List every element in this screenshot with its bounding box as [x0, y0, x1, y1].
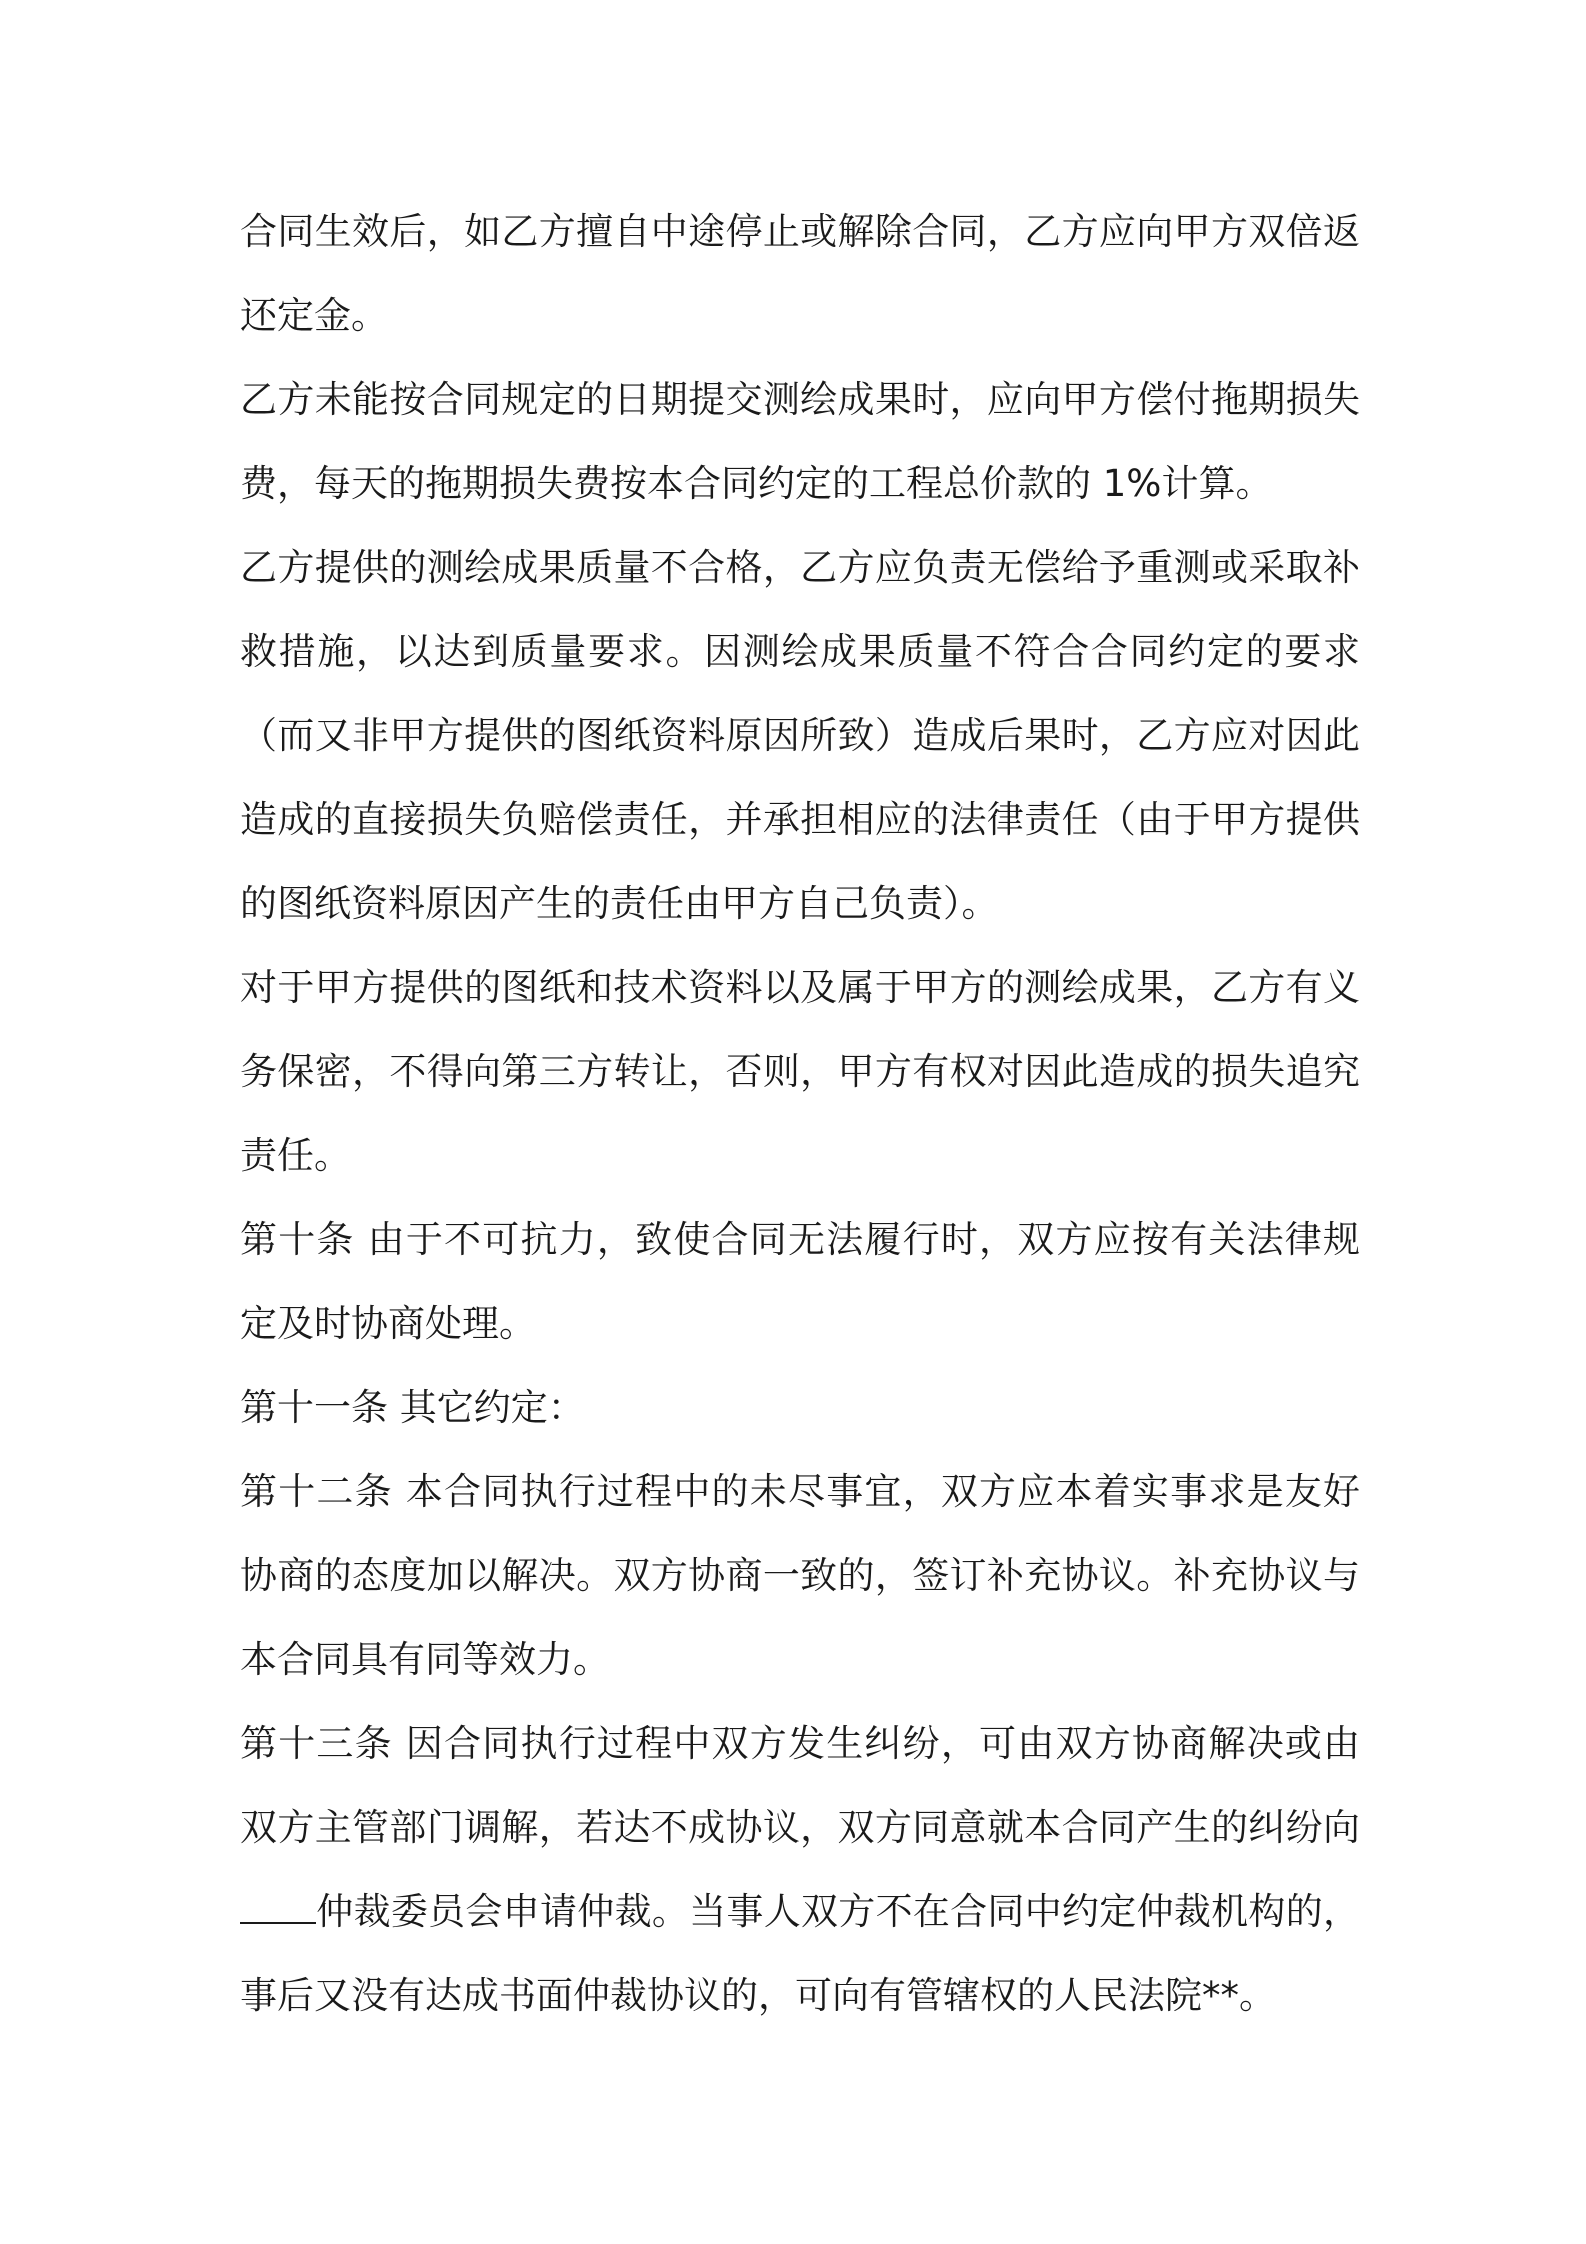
paragraph-article-11: 第十一条 其它约定： [240, 1386, 585, 1429]
paragraph-article-13 [240, 1702, 1360, 2038]
paragraph-quality-liability: 乙方提供的测绘成果质量不合格，乙方应负责无偿给予重测或采取补救措施，以达到质量要求。因测绘成果质量不符合合同约定的要求（而又非甲方提供的图纸资料原因所致）造成后果时，乙方应对因此造成的直接损失负赔偿责任，并承担相应的法律责任（由于甲方提供的图纸资料原因产生的责任由甲方自己负责）。 [240, 546, 1360, 925]
article-13-text-after-blank: 仲裁委员会申请仲裁。当事人双方不在合同中约定仲裁机构的，事后又没有达成书面仲裁协议的，可向有管辖权的人民法院**。 [240, 1890, 1360, 2017]
paragraph-deposit-refund: 合同生效后，如乙方擅自中途停止或解除合同，乙方应向甲方双倍返还定金。 [240, 210, 1360, 337]
paragraph-article-12: 第十二条 本合同执行过程中的未尽事宜，双方应本着实事求是友好协商的态度加以解决。双方协商一致的，签订补充协议。补充协议与本合同具有同等效力。 [240, 1470, 1360, 1681]
paragraph-article-10: 第十条 由于不可抗力，致使合同无法履行时，双方应按有关法律规定及时协商处理。 [240, 1218, 1360, 1345]
document-body [240, 190, 1360, 2038]
arbitration-blank-line [240, 1888, 316, 1924]
paragraph-delay-penalty: 乙方未能按合同规定的日期提交测绘成果时，应向甲方偿付拖期损失费，每天的拖期损失费按本合同约定的工程总价款的 1%计算。 [240, 378, 1360, 505]
article-13-text-before-blank: 第十三条 因合同执行过程中双方发生纠纷，可由双方协商解决或由双方主管部门调解，若达不成协议，双方同意就本合同产生的纠纷向 [240, 1722, 1360, 1849]
paragraph-confidentiality: 对于甲方提供的图纸和技术资料以及属于甲方的测绘成果，乙方有义务保密，不得向第三方转让，否则，甲方有权对因此造成的损失追究责任。 [240, 966, 1360, 1177]
